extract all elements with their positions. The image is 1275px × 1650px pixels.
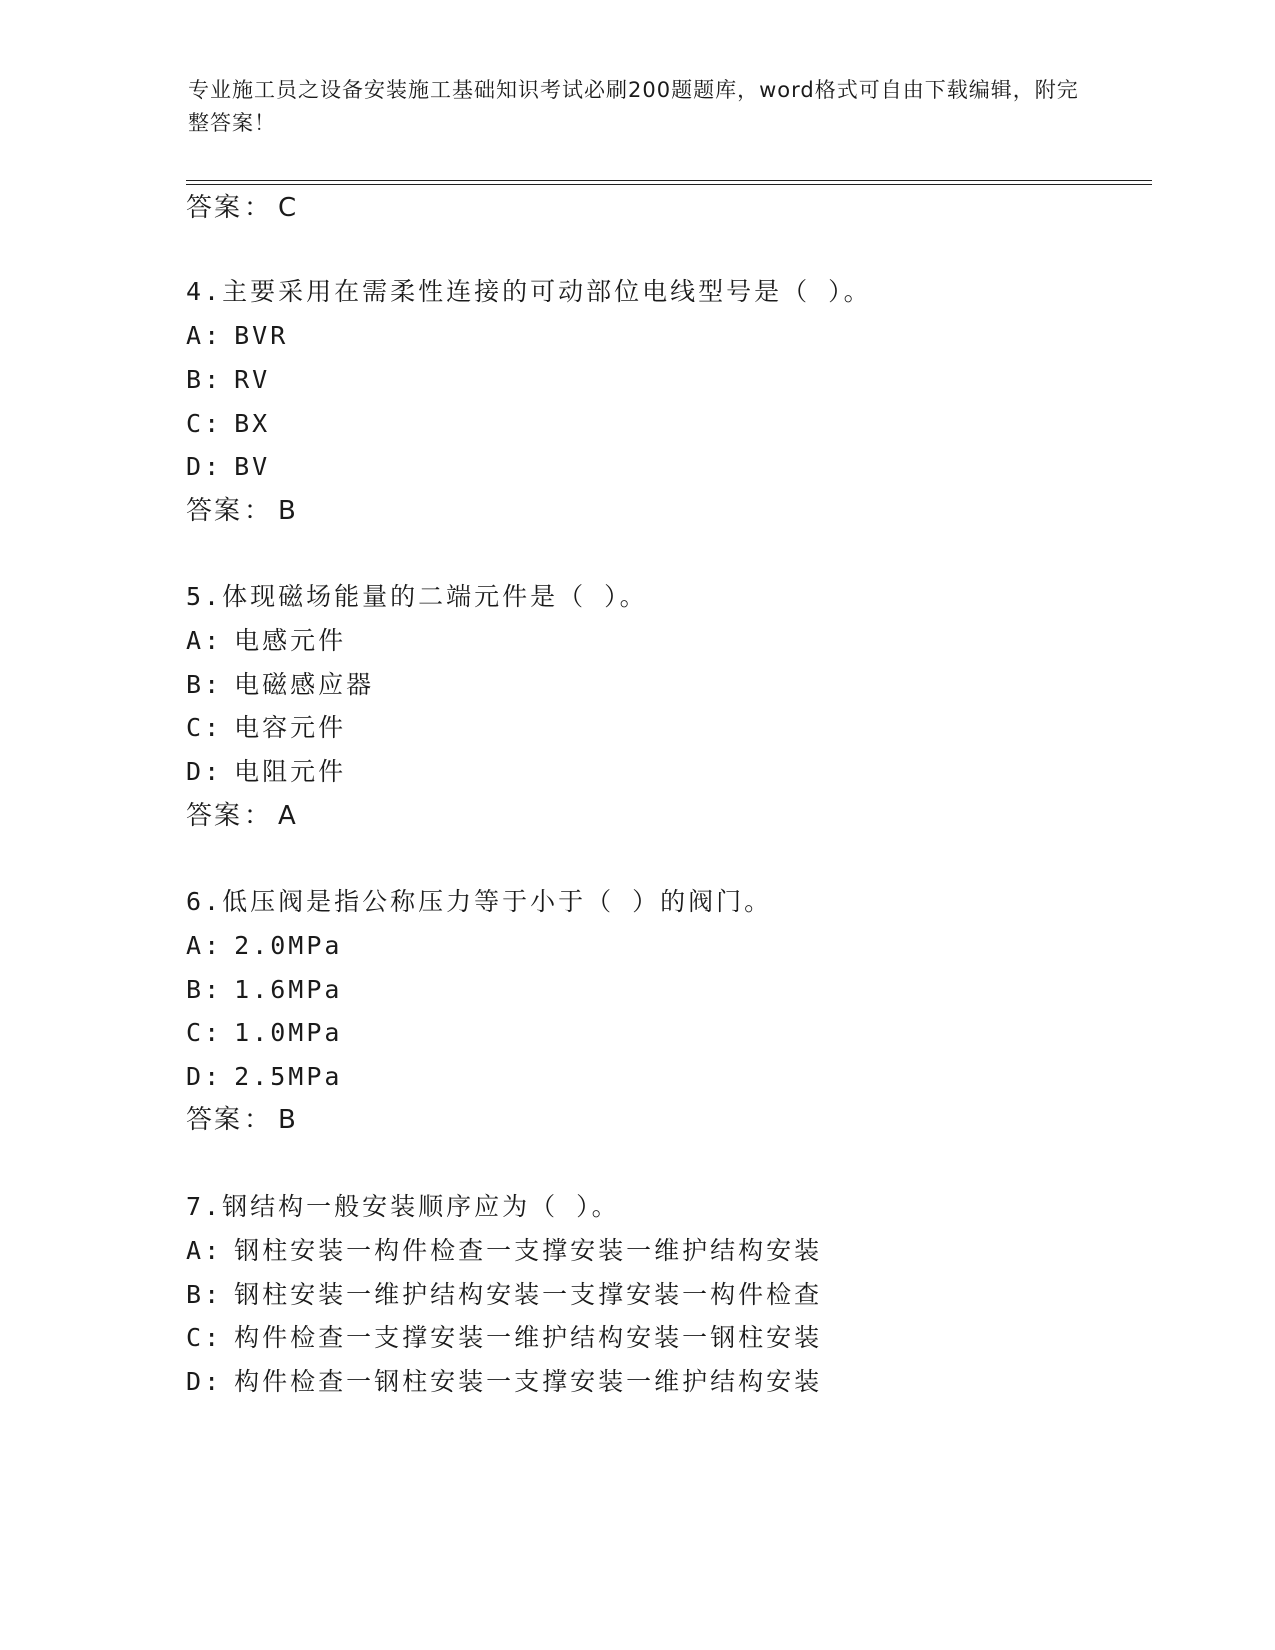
header-divider-top xyxy=(186,180,1152,181)
option-d: D: 电阻元件 xyxy=(186,757,347,786)
option-b: B: 钢柱安装一维护结构安装一支撑安装一构件检查 xyxy=(186,1280,823,1309)
option-a: A: 2.0MPa xyxy=(186,931,343,960)
option-a: A: 钢柱安装一构件检查一支撑安装一维护结构安装 xyxy=(186,1236,823,1265)
option-c: C: BX xyxy=(186,409,271,438)
answer-label: 答案 xyxy=(186,801,243,831)
answer-value: B xyxy=(278,1105,298,1135)
option-c: C: 1.0MPa xyxy=(186,1018,343,1047)
header-divider-bottom xyxy=(186,184,1152,185)
question-stem: 7.钢结构一般安装顺序应为（ ）。 xyxy=(186,1192,620,1221)
answer-line: 答案： B xyxy=(186,1105,298,1135)
answer-value: C xyxy=(278,193,299,223)
question-stem: 6.低压阀是指公称压力等于小于（ ）的阀门。 xyxy=(186,887,773,916)
answer-label: 答案 xyxy=(186,1105,243,1135)
option-d: D: BV xyxy=(186,452,271,481)
answer-line: 答案： A xyxy=(186,801,298,831)
document-header: 专业施工员之设备安装施工基础知识考试必刷200题题库，word格式可自由下载编辑，附完整答案！ xyxy=(188,78,1079,135)
question-stem: 5.体现磁场能量的二端元件是（ ）。 xyxy=(186,582,648,611)
option-d: D: 构件检查一钢柱安装一支撑安装一维护结构安装 xyxy=(186,1367,823,1396)
question-stem: 4.主要采用在需柔性连接的可动部位电线型号是（ ）。 xyxy=(186,277,872,306)
answer-value: B xyxy=(278,496,298,526)
option-a: A: BVR xyxy=(186,321,289,350)
option-c: C: 构件检查一支撑安装一维护结构安装一钢柱安装 xyxy=(186,1323,823,1352)
option-d: D: 2.5MPa xyxy=(186,1062,343,1091)
answer-label: 答案 xyxy=(186,496,243,526)
option-b: B: 电磁感应器 xyxy=(186,670,375,699)
option-c: C: 电容元件 xyxy=(186,713,347,742)
option-a: A: 电感元件 xyxy=(186,626,347,655)
answer-value: A xyxy=(278,801,298,831)
answer-line: 答案： B xyxy=(186,496,298,526)
answer-line: 答案： C xyxy=(186,193,299,223)
option-b: B: RV xyxy=(186,365,271,394)
option-b: B: 1.6MPa xyxy=(186,975,343,1004)
answer-label: 答案 xyxy=(186,193,243,223)
